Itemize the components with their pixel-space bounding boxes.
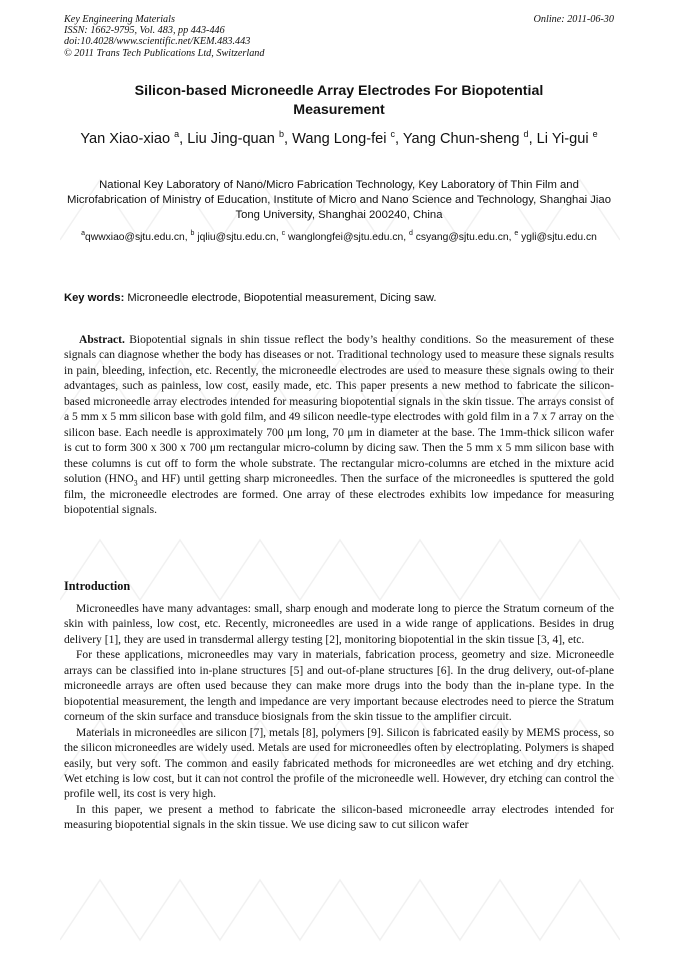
- author-name: Wang Long-fei: [292, 131, 387, 147]
- abstract-section: [64, 333, 614, 518]
- email-address[interactable]: ygli@sjtu.edu.cn: [521, 232, 597, 243]
- author-name: Yang Chun-sheng: [402, 131, 520, 147]
- email-address[interactable]: jqliu@sjtu.edu.cn: [197, 232, 276, 243]
- email-address[interactable]: wanglongfei@sjtu.edu.cn: [288, 232, 404, 243]
- copyright-line: © 2011 Trans Tech Publications Ltd, Switzerland: [64, 47, 265, 59]
- affiliation: National Key Laboratory of Nano/Micro Fabrication Technology, Key Laboratory of Thin Film and Microfabrication of Ministry of Education, Institute of Micro and Nano Science and Technology, Shanghai Jiao Tong University, Shanghai 200240, China: [66, 179, 611, 221]
- author-mark: c: [390, 129, 396, 139]
- journal-header: [64, 14, 264, 59]
- keywords-text: Microneedle electrode, Biopotential measurement, Dicing saw.: [127, 292, 437, 304]
- author-mark: d: [523, 129, 529, 139]
- keywords-label: Key words:: [64, 292, 125, 304]
- author-name: Li Yi-gui: [536, 131, 589, 147]
- email-list: $^a$qwwxiao@sjtu.edu.cn, $^b$ jqliu@sjtu.edu.cn, $^c$ wanglongfei@sjtu.edu.cn, $^d$ csyang@sjtu.edu.cn, $^e$ ygli@sjtu.edu.cn: [81, 230, 597, 243]
- paragraph: In this paper, we present a method to fabricate the silicon-based microneedle array electrodes intended for measuring biopotential signals in the skin tissue. We use dicing saw to cut silicon wafer: [64, 803, 614, 832]
- author-list: Yan Xiao-xiao $^a$, Liu Jing-quan $^b$, Wang Long-fei $^c$, Yang Chun-sheng $^d$, Li Yi-gui $^e$: [80, 129, 598, 147]
- email-address[interactable]: qwwxiao@sjtu.edu.cn: [85, 232, 185, 243]
- author-mark: a: [174, 129, 180, 139]
- issn-line: ISSN: 1662-9795, Vol. 483, pp 443-446: [64, 25, 225, 37]
- paragraph: For these applications, microneedles may vary in materials, fabrication process, geometry and size. Microneedle arrays can be classified into in-plane structures [5] and out-of-plane structures [6]. In the drug delivery, out-of-plane microneedle arrays are often used because they can make more drugs into the body than the in-plane type. In the biopotential measurement, the length and impedance are very important because electrodes need to pierce the Stratum corneum of the skin surface and transduce biosignals from the skin tissue to the amplifier circuit.: [64, 649, 614, 724]
- author-name: Liu Jing-quan: [187, 131, 275, 147]
- paper-title: Silicon-based Microneedle Array Electrodes For Biopotential Measurement: [134, 83, 544, 118]
- keywords: [64, 291, 614, 305]
- abstract-text-cont: and HF) until getting sharp microneedles. Then the surface of the microneedles is sputtered the gold film, the microneedle electrodes are formed. One array of these electrodes exhibits low impedance for measuring biopotential signals.: [64, 473, 614, 516]
- journal-name: Key Engineering Materials: [64, 14, 175, 25]
- doi-line: doi:10.4028/www.scientific.net/KEM.483.443: [64, 36, 251, 48]
- section-heading: Introduction: [64, 579, 131, 593]
- abstract-text: Biopotential signals in shin tissue reflect the body’s healthy conditions. So the measurement of these signals can diagnose whether the body has diseases or not. Traditional technology used to measure these signals results in pain, bleeding, infection, etc. Recently, the microneedle electrodes are used to measure these signals owing to their advantages, such as painless, low cost, easily made, etc. This paper presents a new method to fabricate the silicon-based microneedle array electrodes intended for measuring biopotential signals in the skin tissue. The arrays consist of a 5 mm x 5 mm silicon base with gold film, and 49 silicon needle-type electrodes with gold film in a 7 x 7 array on the silicon base. Each needle is approximately 700 μm long, 70 μm in diameter at the base. The 1mm-thick silicon wafer is cut to form 300 x 300 x 700 μm rectangular micro-column by dicing saw. Then the 5 mm x 5 mm silicon base with these columns is cut off to form the whole substrate. The rectangular micro-columns are etched in the mixture acid solution (HNO: [64, 334, 614, 486]
- introduction-section: [64, 602, 614, 834]
- author-mark: e: [592, 129, 598, 139]
- author-name: Yan Xiao-xiao: [80, 131, 171, 147]
- author-mark: b: [278, 129, 284, 139]
- online-date: Online: 2011-06-30: [533, 14, 614, 25]
- paragraph: Materials in microneedles are silicon [7], metals [8], polymers [9]. Silicon is fabricated easily by MEMS process, so the silicon microneedles are widely used. Metals are used for microneedles often by electroplating. Polymers is shaped easily, but very soft. The common and easily fabricated methods for microneedles are wet etching and dry etching. Wet etching is low cost, but it can not control the profile of the microneedle well. However, dry etching can control the profile well, its cost is very high.: [64, 726, 614, 801]
- paragraph: Microneedles have many advantages: small, sharp enough and moderate long to pierce the Stratum corneum of the skin with painless, low cost, etc. Recently, microneedles are used in a wide range of applications. Besides in drug delivery [1], they are used in transdermal allergy testing [2], monitoring biopotential in the skin tissue [3, 4], etc.: [64, 603, 614, 646]
- abstract-label: Abstract.: [79, 334, 125, 346]
- abstract-subscript: 3: [133, 478, 138, 488]
- email-address[interactable]: csyang@sjtu.edu.cn: [415, 232, 509, 243]
